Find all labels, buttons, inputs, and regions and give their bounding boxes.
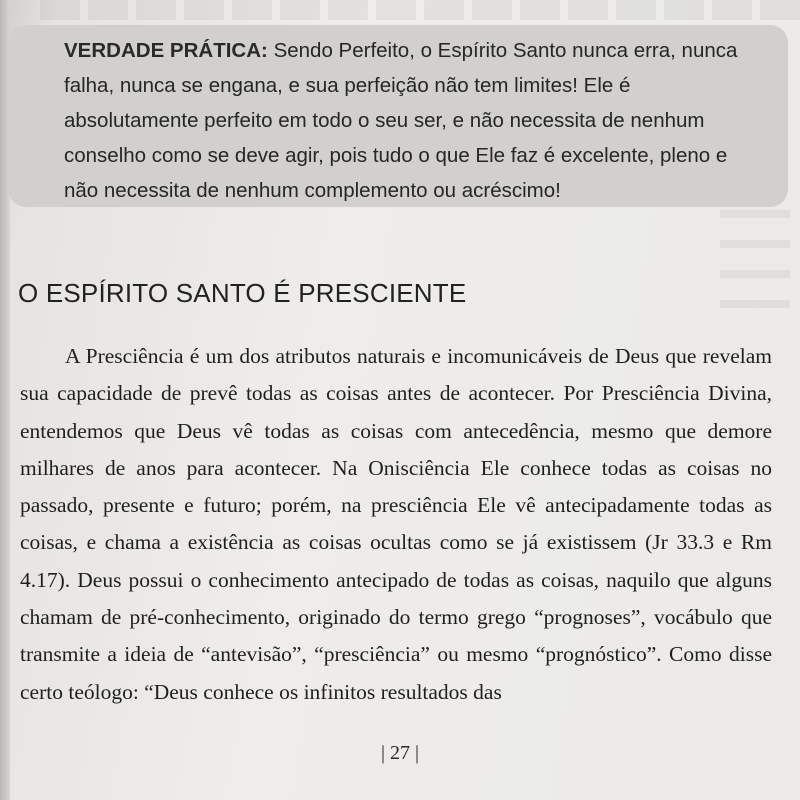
bleed-through-text [40,0,800,20]
practical-truth-callout [8,25,788,207]
callout-body: Sendo Perfeito, o Espírito Santo nunca erra, nunca falha, nunca se engana, e sua perfeição não tem limites! Ele é absolutamente perfeito em todo o seu ser, e não necessita de nenhum conselho como se deve agir, pois tudo o que Ele faz é excelente, pleno e não necessita de nenhum complemento ou acréscimo! [64,39,738,202]
callout-label: VERDADE PRÁTICA: [64,39,268,62]
page-number: | 27 | [380,742,419,764]
body-paragraph: A Presciência é um dos atributos naturais e incomunicáveis de Deus que revelam sua capacidade de prevê todas as coisas antes de acontecer. Por Presciência Divina, entendemos que Deus vê todas as coisas com antecedência, mesmo que demore milhares de anos para acontecer. Na Onisciência Ele conhece todas as coisas no passado, presente e futuro; porém, na presciência Ele vê antecipadamente todas as coisas, e chama a existência as coisas ocultas como se já existissem (Jr 33.3 e Rm 4.17). Deus possui o conhecimento antecipado de todas as coisas, naquilo que alguns chamam de pré-conhecimento, originado do termo grego “prognoses”, vocábulo que transmite a ideia de “antevisão”, “presciência” ou mesmo “prognóstico”. Como disse certo teólogo: “Deus conhece os infinitos resultados das [20,344,772,704]
bleed-through-lines [720,210,790,320]
callout-text [64,33,762,208]
section-title: O ESPÍRITO SANTO É PRESCIENTE [18,278,467,308]
